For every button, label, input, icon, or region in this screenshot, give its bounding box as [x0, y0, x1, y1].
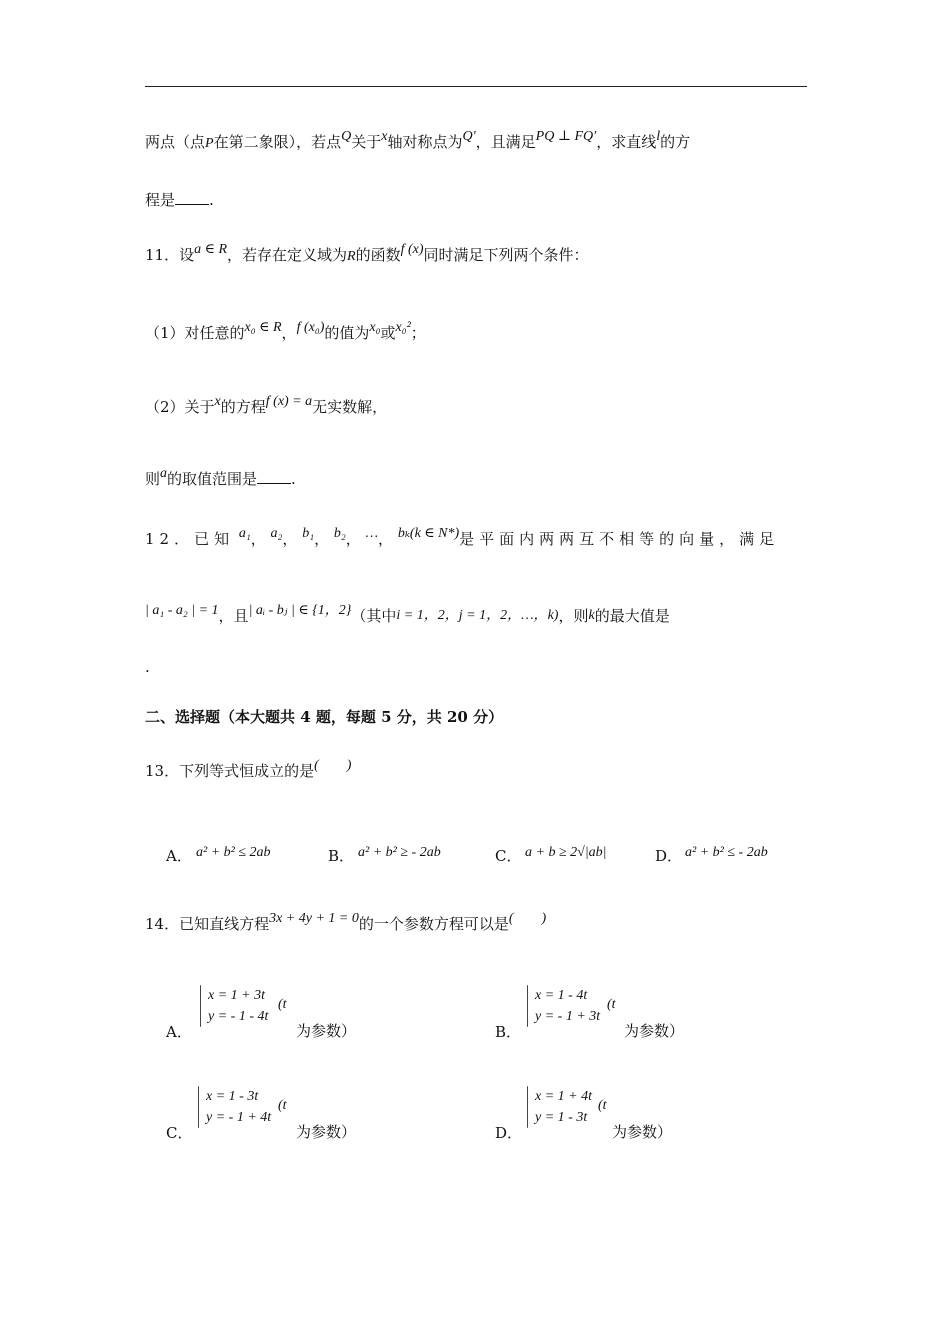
param-t: (t [278, 1098, 287, 1113]
text: 的一个参数方程可以是 [358, 915, 509, 933]
math: i = 1，2， [396, 608, 459, 623]
q13-stem [145, 760, 351, 784]
text: 的函数 [355, 246, 401, 264]
brace [198, 1086, 199, 1128]
q11-condition-1 [145, 322, 426, 346]
option-label: D． [495, 1124, 523, 1142]
math-fx: f (x) [400, 242, 424, 257]
brace [527, 985, 528, 1027]
math: k) [547, 608, 559, 623]
text: 的值为 [324, 324, 370, 342]
math: x₀ ∈ R [244, 320, 282, 335]
math: | a₁ - a₂ | = 1 [145, 603, 219, 618]
math-x: x [381, 129, 388, 144]
math-condition: PQ ⊥ FQ′ [535, 129, 597, 144]
math: b₂ [333, 526, 346, 541]
text: （其中 [351, 607, 397, 625]
x-equation: x = 1 - 4t [535, 988, 588, 1003]
param-note: 为参数） [296, 1022, 357, 1040]
text: 13．下列等式恒成立的是 [145, 762, 315, 780]
math-P: P [205, 136, 214, 151]
math-l: l [656, 129, 661, 144]
text: ，求直线 [596, 133, 657, 151]
option-expr: a² + b² ≤ - 2ab [685, 845, 768, 860]
text: （1）对任意的 [145, 324, 245, 342]
math: bₖ(k ∈ N*) [397, 526, 460, 541]
option-label: C． [166, 1124, 193, 1142]
param-system [535, 985, 600, 1027]
brace [527, 1086, 528, 1128]
text: ， [314, 530, 330, 548]
text: ， [378, 530, 394, 548]
param-system [208, 985, 268, 1027]
question-number: 12．已知 [145, 530, 235, 548]
q12-line2 [145, 605, 670, 629]
q14-stem [145, 913, 546, 937]
param-note: 为参数） [624, 1022, 685, 1040]
text: 程是 [145, 191, 176, 209]
text: 轴对称点为 [387, 133, 463, 151]
option-expr: a² + b² ≤ 2ab [196, 845, 271, 860]
text: ，若存在定义域为 [227, 246, 348, 264]
question-number: 11．设 [145, 246, 195, 264]
text: ， [282, 530, 298, 548]
text: 14．已知直线方程 [145, 915, 270, 933]
math: a₁ [238, 526, 251, 541]
option-label: C． [495, 847, 522, 865]
math: f (x₀) [296, 320, 325, 335]
x-equation: x = 1 - 3t [206, 1089, 259, 1104]
text: . [145, 658, 150, 676]
q11-line1 [145, 244, 589, 268]
option-expr: a² + b² ≥ - 2ab [358, 845, 441, 860]
param-note: 为参数） [296, 1123, 357, 1141]
y-equation: y = - 1 + 4t [206, 1110, 272, 1125]
math: x₀² [395, 320, 411, 335]
text: ； [410, 324, 426, 342]
y-equation: y = - 1 + 3t [535, 1009, 601, 1024]
math: b₁ [302, 526, 315, 541]
math: f (x) = a [265, 394, 313, 409]
math-Q-prime: Q′ [462, 129, 476, 144]
param-t: (t [278, 997, 287, 1012]
text: ， [250, 530, 266, 548]
answer-blank [175, 190, 209, 205]
param-t: (t [607, 997, 616, 1012]
text: 是平面内两两互不相等的向量，满足 [459, 530, 780, 548]
text: 在第二象限），若点 [213, 133, 342, 151]
option-label: D． [655, 847, 683, 865]
option-label: B． [495, 1023, 522, 1041]
option-label: B． [328, 847, 355, 865]
text: ， [345, 530, 361, 548]
option-label: A． [166, 1023, 192, 1041]
math: j = 1，2，…， [458, 608, 548, 623]
text: （2）关于 [145, 398, 215, 416]
text: 或 [380, 324, 396, 342]
math-a: a [160, 466, 168, 481]
x-equation: x = 1 + 4t [535, 1089, 592, 1104]
text: 则 [145, 470, 161, 488]
param-system [206, 1086, 271, 1128]
option-label: A． [166, 847, 192, 865]
q11-ask [145, 468, 296, 492]
q12-line3 [145, 656, 150, 678]
y-equation: y = 1 - 3t [535, 1110, 588, 1125]
text: ，且满足 [475, 133, 536, 151]
math: a₂ [270, 526, 283, 541]
math-R: R [347, 249, 356, 264]
text: 无实数解， [312, 398, 388, 416]
section-title: 二、选择题（本大题共 4 题，每题 5 分，共 20 分） [145, 708, 504, 726]
q11-condition-2 [145, 396, 387, 420]
math-x: x [214, 394, 221, 409]
text: 两点（点 [145, 133, 206, 151]
math-k: k [588, 608, 595, 623]
math-Q: Q [341, 129, 352, 144]
math: | aᵢ - bⱼ | ∈ {1，2} [248, 603, 352, 618]
text: ，则 [558, 607, 589, 625]
header-rule [145, 86, 807, 87]
answer-paren: ( ) [314, 758, 352, 773]
text: ， [281, 324, 297, 342]
math: … [365, 526, 379, 541]
option-expr: a + b ≥ 2√|ab| [525, 845, 607, 860]
text: 的方 [660, 133, 691, 151]
brace [200, 985, 201, 1027]
text: 同时满足下列两个条件： [423, 246, 589, 264]
param-system [535, 1086, 592, 1128]
text: 关于 [351, 133, 382, 151]
math: a ∈ R [194, 242, 228, 257]
q10-line1 [145, 131, 690, 155]
text: ，且 [218, 607, 249, 625]
y-equation: y = - 1 - 4t [208, 1009, 269, 1024]
text: . [291, 470, 296, 488]
param-t: (t [598, 1098, 607, 1113]
text: . [209, 191, 214, 209]
q12-line1 [145, 528, 779, 552]
text: 的取值范围是 [167, 470, 258, 488]
param-note: 为参数） [612, 1123, 673, 1141]
math: 3x + 4y + 1 = 0 [269, 911, 359, 926]
text: 的最大值是 [594, 607, 670, 625]
x-equation: x = 1 + 3t [208, 988, 265, 1003]
q10-line2 [145, 189, 214, 211]
text: 的方程 [220, 398, 266, 416]
math: x₀ [369, 320, 381, 335]
answer-paren: ( ) [508, 911, 547, 926]
answer-blank [257, 469, 291, 484]
